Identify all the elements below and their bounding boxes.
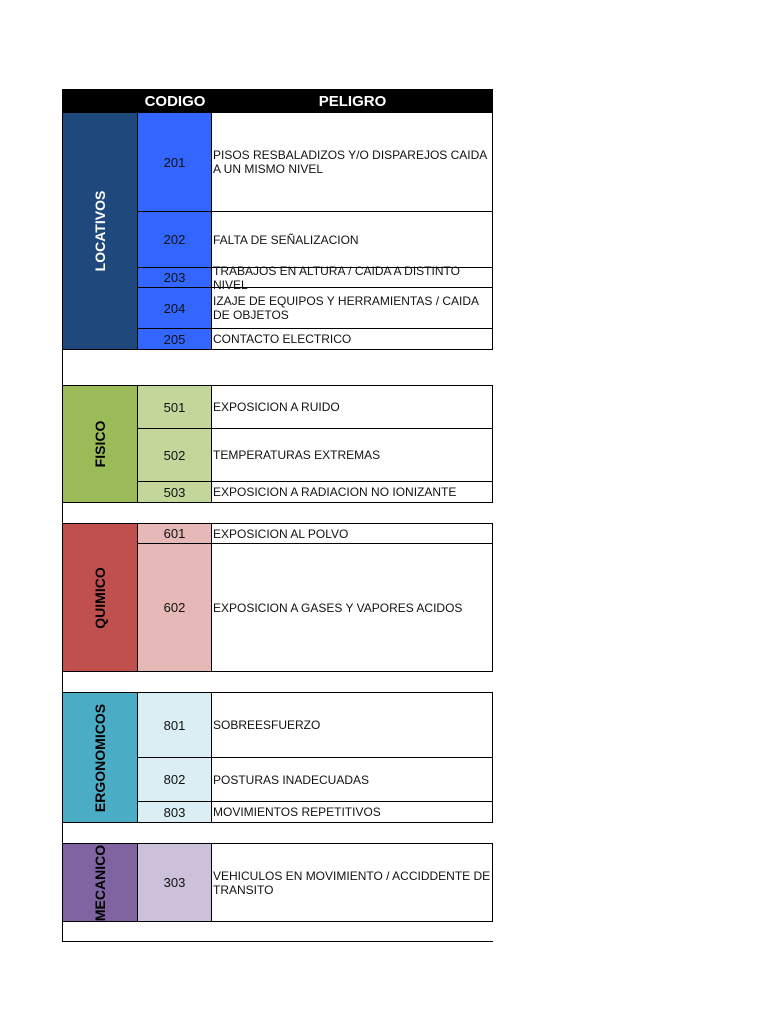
hazard-table — [62, 89, 493, 942]
table-row — [138, 113, 493, 212]
table-row — [138, 544, 493, 671]
group-locativos — [62, 113, 493, 350]
category-mecanico — [62, 844, 138, 921]
hazard-cell: MOVIMIENTOS REPETITIVOS — [212, 802, 493, 822]
hazard-cell: EXPOSICION AL POLVO — [212, 524, 493, 543]
code-cell: 303 — [138, 844, 212, 921]
table-row — [138, 429, 493, 482]
hazard-cell: VEHICULOS EN MOVIMIENTO / ACCIDDENTE DE TRANSITO — [212, 844, 493, 921]
table-row — [138, 329, 493, 349]
spacer — [62, 350, 493, 385]
table-row — [138, 758, 493, 802]
code-cell: 205 — [138, 329, 212, 349]
hazard-cell: TEMPERATURAS EXTREMAS — [212, 429, 493, 481]
table-row — [138, 844, 493, 921]
code-cell: 502 — [138, 429, 212, 481]
code-cell: 204 — [138, 288, 212, 328]
table-row — [138, 482, 493, 502]
hazard-cell: IZAJE DE EQUIPOS Y HERRAMIENTAS / CAIDA DE OBJETOS — [212, 288, 493, 328]
hazard-cell: SOBREESFUERZO — [212, 693, 493, 757]
hazard-cell: EXPOSICION A RUIDO — [212, 386, 493, 428]
table-row — [138, 802, 493, 822]
table-row — [138, 263, 493, 292]
hazard-cell: CONTACTO ELECTRICO — [212, 329, 493, 349]
table-row — [138, 386, 493, 429]
code-cell: 203 — [138, 268, 212, 287]
group-mecanico — [62, 843, 493, 922]
code-cell: 802 — [138, 758, 212, 801]
spacer — [62, 823, 493, 843]
hazard-cell: EXPOSICION A RADIACION NO IONIZANTE — [212, 482, 493, 502]
category-ergonomicos — [62, 693, 138, 822]
header-codigo: CODIGO — [144, 92, 206, 110]
hazard-cell: FALTA DE SEÑALIZACION — [212, 212, 493, 267]
category-label: LOCATIVOS — [92, 190, 108, 272]
code-cell: 501 — [138, 386, 212, 428]
code-cell: 601 — [138, 524, 212, 543]
code-cell: 602 — [138, 544, 212, 671]
code-cell: 803 — [138, 802, 212, 822]
group-fisico — [62, 385, 493, 503]
category-label: MECANICO — [92, 844, 108, 921]
hazard-cell: POSTURAS INADECUADAS — [212, 758, 493, 801]
hazard-cell: TRABAJOS EN ALTURA / CAIDA A DISTINTO NIVEL — [212, 268, 493, 287]
category-label: QUIMICO — [92, 566, 108, 629]
category-label: FISICO — [92, 420, 108, 468]
group-quimico — [62, 523, 493, 672]
table-header — [62, 89, 493, 113]
table-row — [138, 288, 493, 329]
spacer — [62, 922, 493, 942]
table-row — [138, 524, 493, 544]
spacer — [62, 672, 493, 692]
table-row — [138, 693, 493, 758]
code-cell: 801 — [138, 693, 212, 757]
spacer — [62, 503, 493, 523]
category-quimico — [62, 524, 138, 671]
hazard-cell: EXPOSICION A GASES Y VAPORES ACIDOS — [212, 544, 493, 671]
table-row — [138, 212, 493, 268]
group-ergonomicos — [62, 692, 493, 823]
code-cell: 202 — [138, 212, 212, 267]
category-fisico — [62, 386, 138, 502]
header-peligro: PELIGRO — [318, 92, 387, 110]
hazard-cell: PISOS RESBALADIZOS Y/O DISPAREJOS CAIDA A UN MISMO NIVEL — [212, 113, 493, 211]
code-cell: 201 — [138, 113, 212, 211]
code-cell: 503 — [138, 482, 212, 502]
category-locativos — [62, 113, 138, 349]
category-label: ERGONOMICOS — [92, 703, 108, 812]
